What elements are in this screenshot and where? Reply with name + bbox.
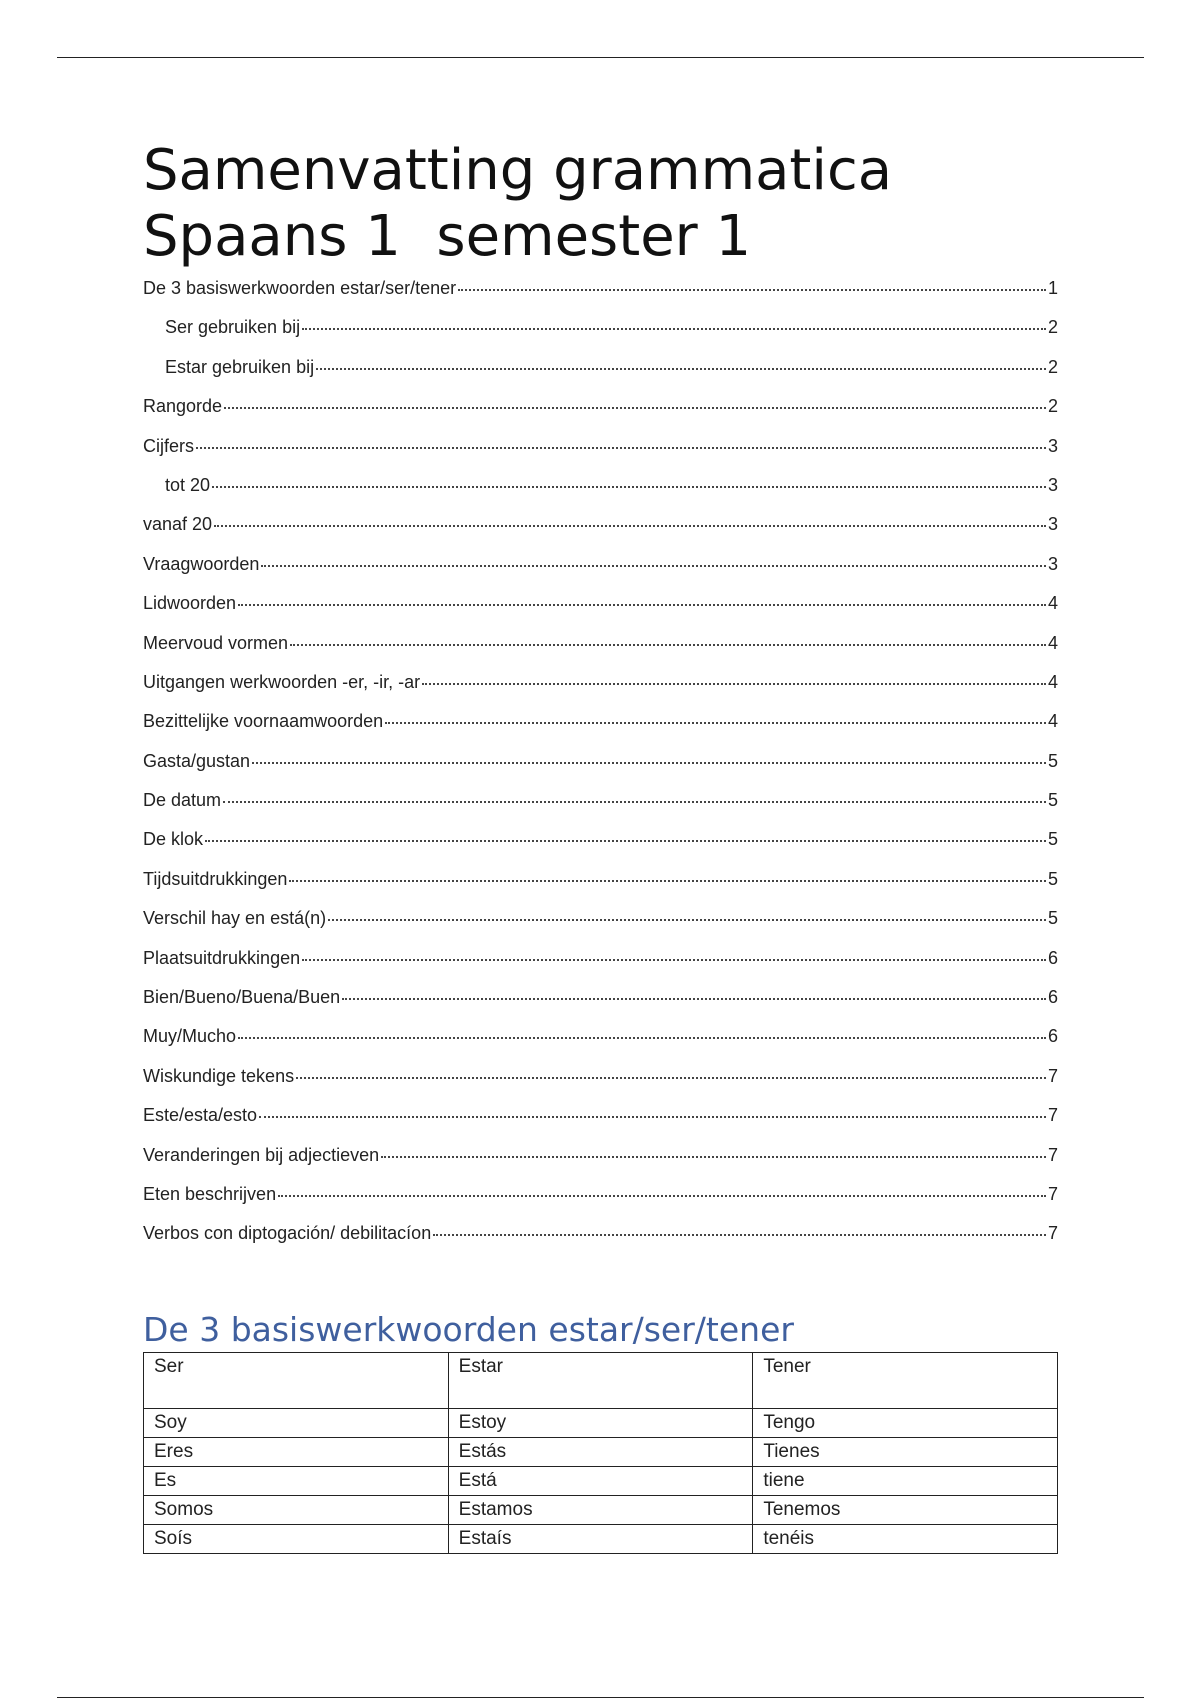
table-cell: Tenemos [753,1496,1058,1525]
header-rule [57,57,1144,58]
toc-entry-label: De klok [143,829,204,850]
toc-dot-leader [205,824,1046,842]
toc-entry[interactable] [143,552,1058,591]
toc-entry-page: 6 [1047,987,1058,1008]
toc-entry-page: 5 [1047,868,1058,889]
toc-dot-leader [422,667,1046,685]
toc-dot-leader [302,312,1046,330]
toc-entry[interactable] [143,1221,1058,1260]
toc-entry-page: 2 [1047,396,1058,417]
column-header: Estar [448,1353,753,1409]
toc-entry-label: Gasta/gustan [143,750,251,771]
toc-entry-page: 7 [1047,1065,1058,1086]
toc-entry-page: 7 [1047,1105,1058,1126]
toc-dot-leader [342,982,1046,1000]
toc-entry[interactable] [143,670,1058,709]
toc-entry[interactable] [143,315,1058,354]
toc-entry-label: Estar gebruiken bij [165,356,315,377]
toc-entry-page: 7 [1047,1183,1058,1204]
toc-entry-page: 6 [1047,947,1058,968]
toc-dot-leader [316,352,1046,370]
toc-entry[interactable] [143,906,1058,945]
toc-entry-page: 7 [1047,1223,1058,1244]
toc-entry-label: tot 20 [165,474,211,495]
toc-entry-page: 1 [1047,278,1058,298]
toc-entry-page: 4 [1047,632,1058,653]
toc-entry-page: 5 [1047,790,1058,811]
toc-dot-leader [458,273,1046,291]
column-header: Tener [753,1353,1058,1409]
toc-dot-leader [289,864,1046,882]
toc-dot-leader [214,509,1046,527]
toc-entry[interactable] [143,276,1058,315]
toc-entry-label: De 3 basiswerkwoorden estar/ser/tener [143,278,457,298]
toc-dot-leader [212,470,1046,488]
toc-dot-leader [381,1140,1046,1158]
toc-entry[interactable] [143,946,1058,985]
toc-entry-label: Verschil hay en está(n) [143,908,327,929]
toc-entry-label: Eten beschrijven [143,1183,277,1204]
toc-dot-leader [196,431,1046,449]
toc-entry[interactable] [143,867,1058,906]
toc-entry-label: Bezittelijke voornaamwoorden [143,711,384,732]
toc-entry-label: Lidwoorden [143,593,237,614]
toc-entry-page: 3 [1047,435,1058,456]
toc-entry-page: 5 [1047,908,1058,929]
table-row [144,1467,1058,1496]
toc-entry-label: Muy/Mucho [143,1026,237,1047]
toc-entry[interactable] [143,394,1058,433]
table-cell: Tienes [753,1438,1058,1467]
toc-entry-page: 2 [1047,356,1058,377]
toc-entry-label: Rangorde [143,396,223,417]
toc-entry-label: vanaf 20 [143,514,213,535]
toc-entry-page: 4 [1047,671,1058,692]
toc-entry-page: 4 [1047,593,1058,614]
toc-entry-page: 2 [1047,317,1058,338]
toc-entry-label: Verbos con diptogación/ debilitacíon [143,1223,432,1244]
table-cell: Somos [144,1496,449,1525]
toc-entry-label: Tijdsuitdrukkingen [143,868,288,889]
toc-dot-leader [385,706,1046,724]
toc-dot-leader [302,943,1046,961]
toc-entry-label: Bien/Bueno/Buena/Buen [143,987,341,1008]
table-row [144,1438,1058,1467]
toc-dot-leader [223,785,1046,803]
toc-entry-label: Uitgangen werkwoorden -er, -ir, -ar [143,671,421,692]
toc-dot-leader [328,903,1046,921]
table-row [144,1496,1058,1525]
table-row [144,1525,1058,1554]
toc-entry-label: Meervoud vormen [143,632,289,653]
toc-entry-page: 4 [1047,711,1058,732]
table-cell: Estás [448,1438,753,1467]
table-cell: Soy [144,1409,449,1438]
toc-dot-leader [238,588,1046,606]
table-cell: Soís [144,1525,449,1554]
toc-entry[interactable] [143,631,1058,670]
table-header-row [144,1353,1058,1409]
table-cell: Está [448,1467,753,1496]
toc-entry-page: 3 [1047,474,1058,495]
toc-entry[interactable] [143,827,1058,866]
toc-dot-leader [278,1179,1046,1197]
toc-entry-page: 7 [1047,1144,1058,1165]
toc-entry-page: 5 [1047,829,1058,850]
table-cell: Tengo [753,1409,1058,1438]
footer-rule [57,1697,1144,1698]
toc-entry[interactable] [143,749,1058,788]
toc-entry-label: Plaatsuitdrukkingen [143,947,301,968]
toc-entry[interactable] [143,434,1058,473]
table-cell: Estamos [448,1496,753,1525]
toc-entry[interactable] [143,985,1058,1024]
toc-entry[interactable] [143,1064,1058,1103]
verb-conjugation-table [143,1352,1058,1554]
toc-entry[interactable] [143,591,1058,630]
table-cell: tiene [753,1467,1058,1496]
table-of-contents [143,276,1058,1261]
table-cell: Estaís [448,1525,753,1554]
toc-entry[interactable] [143,1143,1058,1182]
toc-entry[interactable] [143,1182,1058,1221]
title-line: Spaans 1 semester 1 [143,204,752,269]
document-title [143,138,1103,270]
toc-entry-page: 6 [1047,1026,1058,1047]
toc-entry-label: Vraagwoorden [143,553,260,574]
toc-entry-label: Wiskundige tekens [143,1065,295,1086]
title-line: Samenvatting grammatica [143,138,893,203]
toc-entry-page: 5 [1047,750,1058,771]
toc-entry-page: 3 [1047,514,1058,535]
toc-entry[interactable] [143,355,1058,394]
table-cell: tenéis [753,1525,1058,1554]
toc-entry-label: Ser gebruiken bij [165,317,301,338]
toc-dot-leader [252,746,1046,764]
toc-entry[interactable] [143,709,1058,748]
table-cell: Eres [144,1438,449,1467]
toc-dot-leader [259,1100,1046,1118]
toc-dot-leader [238,1021,1046,1039]
section-heading: De 3 basiswerkwoorden estar/ser/tener [143,1310,794,1349]
table-cell: Estoy [448,1409,753,1438]
toc-entry[interactable] [143,1103,1058,1142]
toc-entry-label: De datum [143,790,222,811]
toc-entry-label: Este/esta/esto [143,1105,258,1126]
toc-entry[interactable] [143,473,1058,512]
column-header: Ser [144,1353,449,1409]
toc-dot-leader [290,628,1046,646]
toc-entry[interactable] [143,512,1058,551]
toc-entry-label: Cijfers [143,435,195,456]
toc-entry[interactable] [143,1024,1058,1063]
toc-entry[interactable] [143,788,1058,827]
toc-entry-page: 3 [1047,553,1058,574]
table-row [144,1409,1058,1438]
table-cell: Es [144,1467,449,1496]
toc-dot-leader [296,1061,1046,1079]
toc-entry-label: Veranderingen bij adjectieven [143,1144,380,1165]
toc-dot-leader [224,391,1046,409]
toc-dot-leader [261,549,1046,567]
toc-dot-leader [433,1218,1046,1236]
